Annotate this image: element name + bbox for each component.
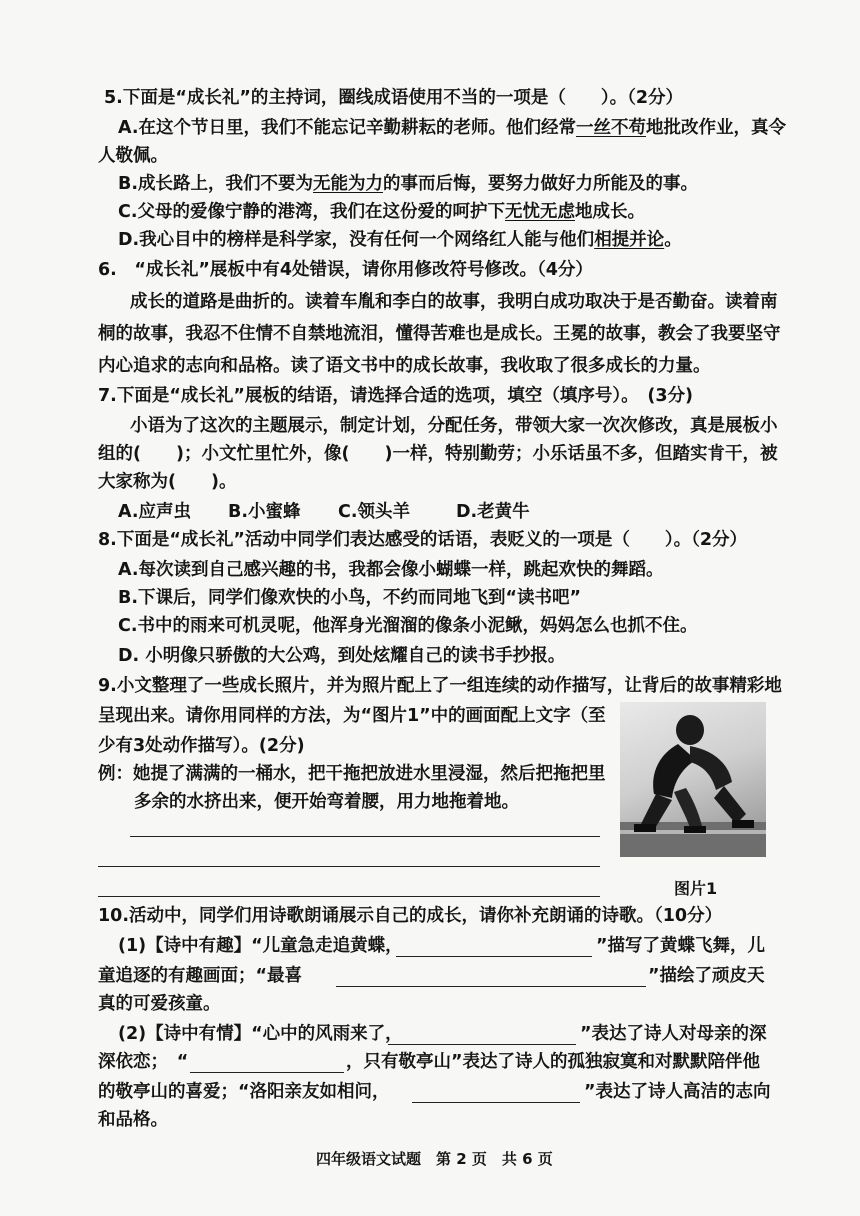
q7-option-c: C.领头羊 [338,502,410,522]
q10-s2-d: ，只有敬亭山”表达了诗人的孤独寂寞和对默默陪伴他 [346,1052,760,1072]
q10-blank-2[interactable] [336,986,646,987]
q7-option-a: A.应声虫 [118,502,192,522]
q7-option-b: B.小蜜蜂 [228,502,301,522]
q5-option-c [118,200,645,224]
q9-example-line-1: 例：她提了满满的一桶水，把干拖把放进水里浸湿，然后把拖把里 [98,764,606,784]
q10-s1-e: 真的可爱孩童。 [98,994,221,1014]
q10-s2-c: 深依恋； “ [98,1052,189,1072]
photo-caption: 图片1 [674,879,718,898]
q5-a-post: 地批改作业，真令 [646,118,787,138]
q6-stem: 6. “成长礼”展板中有4处错误，请你用修改符号修改。（4分） [98,260,593,280]
q9-answer-line-3[interactable] [98,896,600,897]
q8-option-a: A.每次读到自己感兴趣的书，我都会像小蝴蝶一样，跳起欢快的舞蹈。 [118,560,664,580]
q5-option-a-cont: 人敬佩。 [98,146,168,166]
q5-stem: 5.下面是“成长礼”的主持词，圈线成语使用不当的一项是（ ）。（2分） [104,88,684,108]
q5-c-post: 地成长。 [575,202,645,222]
q9-answer-line-1[interactable] [130,836,600,837]
q9-stem-line-3: 少有3处动作描写）。(2分) [98,736,305,756]
q10-s1-d: ”描绘了顽皮天 [648,966,765,986]
q5-b-pre: B.成长路上，我们不要为 [118,174,313,194]
q5-c-idiom: 无忧无虑 [505,202,575,222]
q7-paragraph-line-2: 组的( )；小文忙里忙外，像( )一样，特别勤劳；小乐话虽不多，但踏实肯干，被 [98,444,778,464]
q7-option-d: D.老黄牛 [456,502,530,522]
q5-option-b [118,172,698,196]
q9-stem-line-2: 呈现出来。请你用同样的方法，为“图片1”中的画面配上文字（至 [98,706,606,726]
runner-figure-icon [620,702,766,857]
q7-paragraph-line-3: 大家称为( )。 [98,472,237,492]
q5-option-a [118,116,786,140]
q9-example-line-2: 多余的水挤出来，便开始弯着腰，用力地拖着地。 [134,792,519,812]
q10-blank-1[interactable] [396,956,592,957]
q5-a-idiom: 一丝不苟 [576,118,647,138]
q8-option-b: B.下课后，同学们像欢快的小鸟，不约而同地飞到“读书吧” [118,588,581,608]
q5-option-d [118,228,682,252]
q10-blank-4[interactable] [190,1072,344,1073]
q6-paragraph-line-3: 内心追求的志向和品格。读了语文书中的成长故事，我收取了很多成长的力量。 [98,356,711,376]
q10-blank-3[interactable] [388,1044,576,1045]
q7-paragraph-line-1: 小语为了这次的主题展示，制定计划，分配任务，带领大家一次次修改，真是展板小 [130,416,778,436]
q10-s1-b: ”描写了黄蝶飞舞，儿 [596,936,766,956]
q7-stem: 7.下面是“成长礼”展板的结语，请选择合适的选项，填空（填序号）。 (3分) [98,386,693,406]
q6-paragraph-line-1: 成长的道路是曲折的。读着车胤和李白的故事，我明白成功取决于是否勤奋。读着南 [130,292,778,312]
q10-s2-b: ”表达了诗人对母亲的深 [580,1024,767,1044]
photo-1 [620,702,766,857]
q10-s1-c: 童追逐的有趣画面；“最喜 [98,966,303,986]
q10-s2-e: 的敬亭山的喜爱；“洛阳亲友如相问， [98,1082,390,1102]
q6-paragraph-line-2: 桐的故事，我忍不住情不自禁地流泪，懂得苦难也是成长。王冕的故事，教会了我要坚守 [98,324,781,344]
q10-blank-5[interactable] [412,1102,580,1103]
q10-s2-a: (2)【诗中有情】“心中的风雨来了， [118,1024,403,1044]
page-footer: 四年级语文试题 第 2 页 共 6 页 [316,1150,553,1168]
q8-option-d: D. 小明像只骄傲的大公鸡，到处炫耀自己的读书手抄报。 [118,646,566,666]
q5-d-idiom: 相提并论 [594,230,665,250]
q8-stem: 8.下面是“成长礼”活动中同学们表达感受的话语，表贬义的一项是（ ）。（2分） [98,530,748,550]
q10-stem: 10.活动中，同学们用诗歌朗诵展示自己的成长，请你补充朗诵的诗歌。（10分） [98,906,723,926]
q10-s1-a: (1)【诗中有趣】“儿童急走追黄蝶， [118,936,403,956]
q5-b-post: 的事而后悔，要努力做好力所能及的事。 [383,174,698,194]
q5-d-pre: D.我心目中的榜样是科学家，没有任何一个网络红人能与他们 [118,230,595,250]
q9-answer-line-2[interactable] [98,866,600,867]
q10-s2-g: 和品格。 [98,1110,168,1130]
q5-b-idiom: 无能为力 [313,174,383,194]
q10-s2-f: ”表达了诗人高洁的志向 [584,1082,771,1102]
q9-stem-line-1: 9.小文整理了一些成长照片，并为照片配上了一组连续的动作描写，让背后的故事精彩地 [98,676,782,696]
q5-d-post: 。 [664,230,682,250]
q8-option-c: C.书中的雨来可机灵呢，他浑身光溜溜的像条小泥鳅，妈妈怎么也抓不住。 [118,616,698,636]
q5-a-pre: A.在这个节日里，我们不能忘记辛勤耕耘的老师。他们经常 [118,118,577,138]
q5-c-pre: C.父母的爱像宁静的港湾，我们在这份爱的呵护下 [118,202,505,222]
